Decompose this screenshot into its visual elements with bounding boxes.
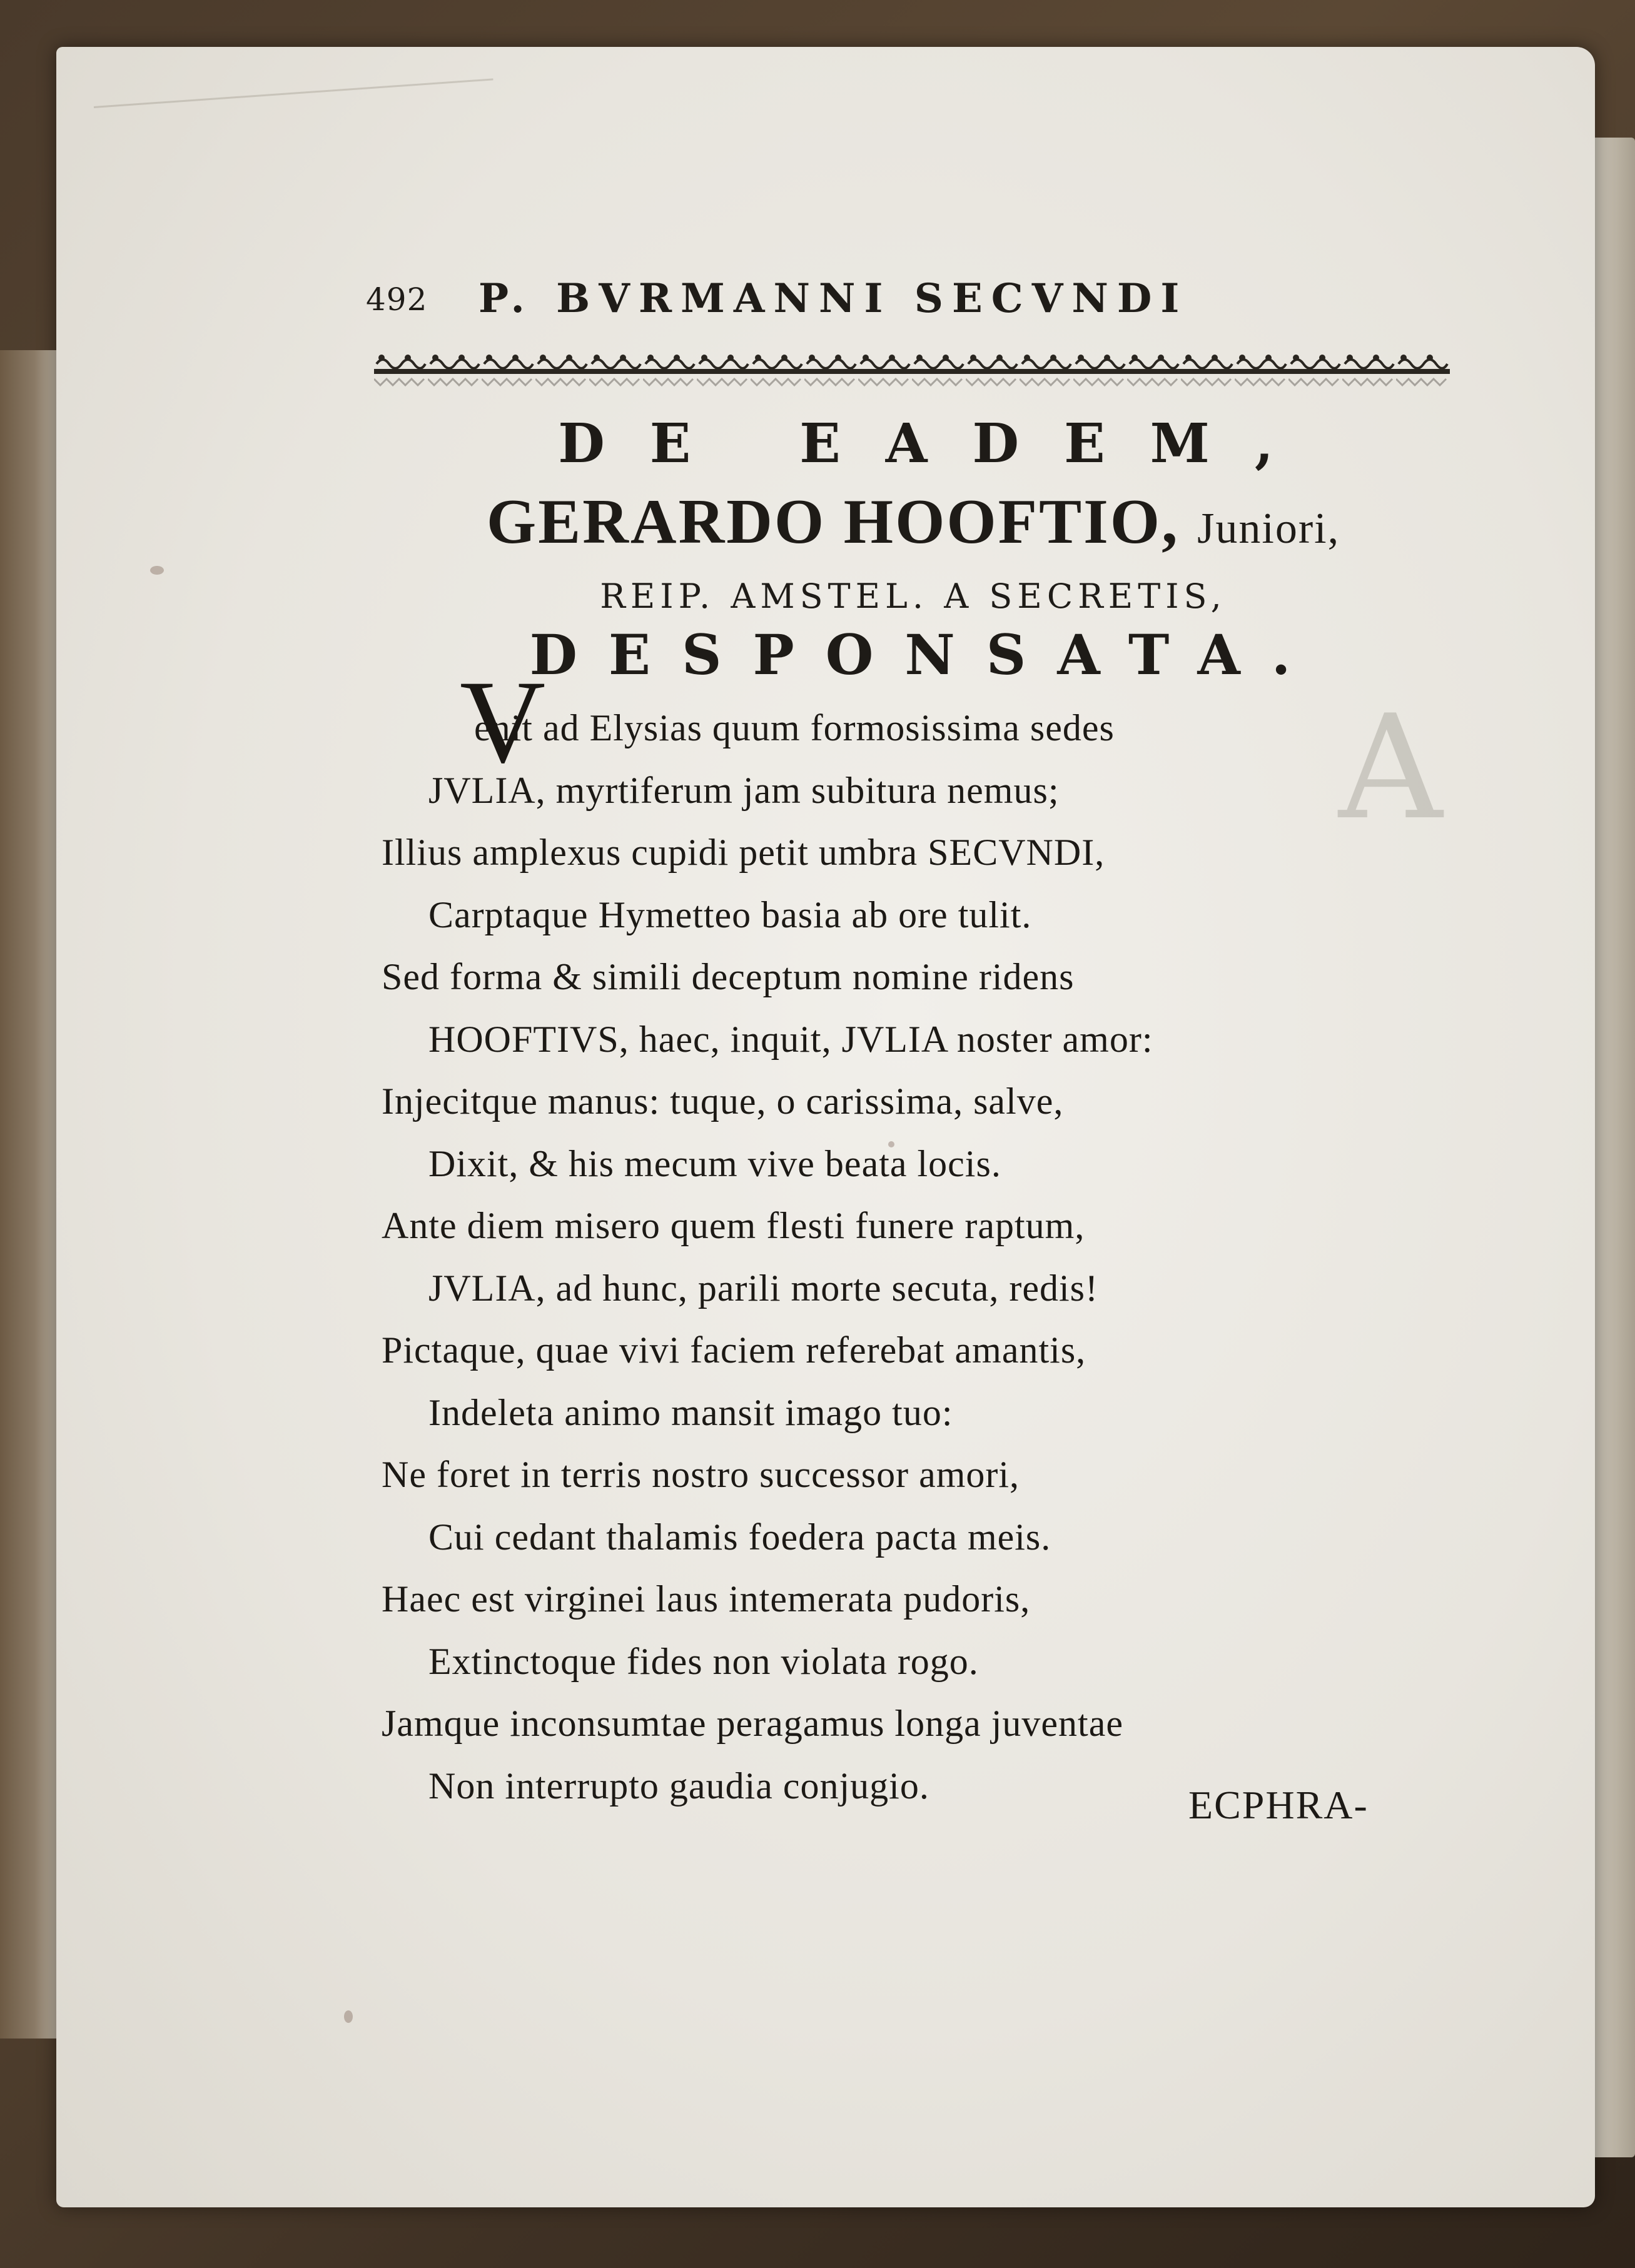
verse-line: Jamque inconsumtae peragamus longa juventae (382, 1703, 1123, 1744)
verse-line: Dixit, & his mecum vive beata locis. (428, 1142, 1001, 1184)
verse-line: HOOFTIVS, haec, inquit, JVLIA noster amor: (428, 1018, 1153, 1060)
title-line-name (350, 481, 1476, 570)
verse-line: Ne foret in terris nostro successor amori, (382, 1454, 1020, 1495)
drop-cap: V (460, 657, 546, 788)
paper-spot (344, 2010, 353, 2023)
show-through-drop-cap: A (1339, 685, 1443, 852)
title-line-desponsata: DESPONSATA. (529, 622, 1322, 687)
corner-fold (94, 78, 494, 108)
verse-line: Extinctoque fides non violata rogo. (428, 1640, 979, 1682)
verse-line: JVLIA, ad hunc, parili morte secuta, redis! (428, 1267, 1098, 1309)
title-block (350, 406, 1476, 686)
title-line-office: REIP. AMSTEL. A SECRETIS, (600, 577, 1227, 616)
poem (382, 657, 1476, 1817)
verse-line: Pictaque, quae vivi faciem referebat amantis, (382, 1329, 1086, 1371)
running-head: P. BVRMANNI SECVNDI (478, 275, 1188, 322)
left-page-edge (0, 350, 58, 2039)
verse-line: Ante diem misero quem flesti funere raptum, (382, 1205, 1085, 1246)
verse-line: JVLIA, myrtiferum jam subitura nemus; (428, 769, 1060, 811)
verse-line: Carptaque Hymetteo basia ab ore tulit. (428, 894, 1032, 935)
verse-line: Sed forma & simili deceptum nomine ridens (382, 956, 1075, 997)
paper-spot (150, 566, 164, 575)
title-name-suffix: Juniori, (1197, 505, 1340, 553)
verse-line: Illius amplexus cupidi petit umbra SECVNDI, (382, 832, 1105, 873)
ornamental-rule (374, 350, 1450, 389)
verse-line: enit ad Elysias quum formosissima sedes (474, 707, 1115, 748)
page-header (366, 269, 1354, 331)
catchword: ECPHRA- (1188, 1783, 1369, 1827)
title-line-de-eadem: DE EADEM, (558, 412, 1319, 475)
verse-line: Indeleta animo mansit imago tuo: (428, 1391, 953, 1433)
page-number: 492 (366, 281, 428, 318)
verse-line: Injecitque manus: tuque, o carissima, salve, (382, 1081, 1064, 1122)
verse-line: Cui cedant thalamis foedera pacta meis. (428, 1516, 1051, 1558)
verse-line: Haec est virginei laus intemerata pudoris, (382, 1578, 1031, 1620)
verse-line: Non interrupto gaudia conjugio. (428, 1765, 929, 1807)
title-name: GERARDO HOOFTIO, (486, 486, 1180, 557)
